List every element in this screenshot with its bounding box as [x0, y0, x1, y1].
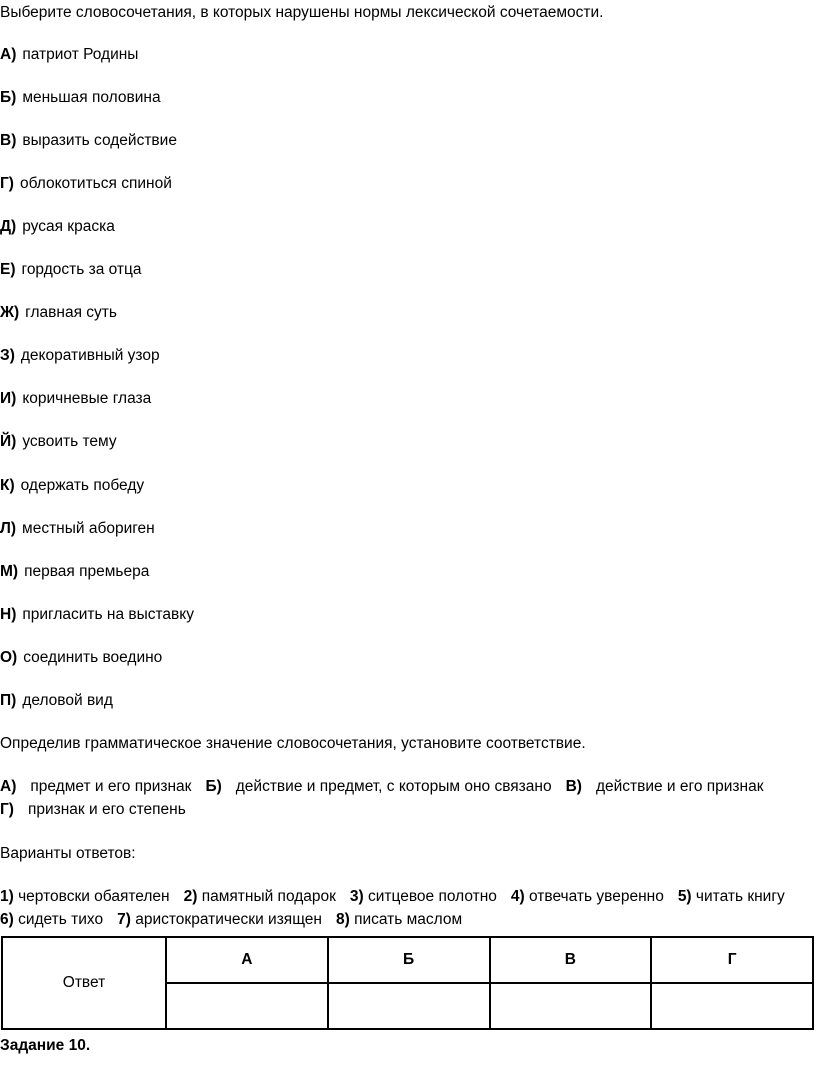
option-text: деловой вид — [22, 692, 113, 709]
variant-num: 4) — [510, 888, 525, 905]
variants-label: Варианты ответов: — [0, 845, 136, 862]
answer-cell-a[interactable] — [166, 983, 328, 1029]
option-text: патриот Родины — [22, 46, 139, 63]
answer-header-a: А — [166, 937, 328, 983]
option-letter: Д) — [0, 218, 17, 235]
option-l — [0, 519, 155, 539]
option-letter: М) — [0, 563, 19, 580]
variant-num: 5) — [677, 888, 692, 905]
task2-question: Определив грамматическое значение словосочетания, установите соответствие. — [0, 735, 586, 752]
variant-text: аристократически изящен — [135, 911, 322, 928]
meaning-letter: Г) — [0, 801, 14, 818]
variant-text: читать книгу — [695, 888, 785, 905]
option-letter: Й) — [0, 433, 17, 450]
option-text: одержать победу — [20, 477, 145, 494]
variants-line-1 — [0, 887, 785, 907]
variant-num: 6) — [0, 911, 14, 928]
variant-num: 7) — [117, 911, 131, 928]
answer-table — [1, 936, 814, 1030]
option-letter: З) — [0, 347, 15, 364]
option-letter: Г) — [0, 175, 14, 192]
meaning-text: действие и предмет, с которым оно связано — [235, 778, 552, 795]
variant-text: писать маслом — [354, 911, 463, 928]
option-text: выразить содействие — [22, 132, 177, 149]
option-letter: Н) — [0, 606, 17, 623]
task1-question: Выберите словосочетания, в которых нарушены нормы лексической сочетаемости. — [0, 4, 604, 21]
variant-text: ситцевое полотно — [368, 888, 497, 905]
meanings-line-2 — [0, 800, 186, 820]
variant-text: чертовски обаятелен — [18, 888, 170, 905]
meaning-letter: А) — [0, 778, 17, 795]
option-text: усвоить тему — [22, 433, 117, 450]
option-text: коричневые глаза — [22, 390, 152, 407]
answer-header-g: Г — [651, 937, 813, 983]
option-d — [0, 217, 115, 237]
variant-num: 1) — [0, 888, 14, 905]
next-task-heading: Задание 10. — [0, 1037, 91, 1054]
answer-row-label: Ответ — [2, 937, 166, 1029]
variant-text: памятный подарок — [201, 888, 336, 905]
option-g — [0, 174, 172, 194]
option-text: соединить воедино — [23, 649, 163, 666]
option-e — [0, 260, 142, 280]
option-p — [0, 691, 113, 711]
option-letter: И) — [0, 390, 17, 407]
option-letter: Ж) — [0, 304, 20, 321]
option-letter: Л) — [0, 520, 17, 537]
variant-num: 8) — [335, 911, 350, 928]
variants-line-2 — [0, 910, 462, 930]
variant-text: сидеть тихо — [18, 911, 104, 928]
answer-cell-b[interactable] — [328, 983, 490, 1029]
option-b — [0, 88, 161, 108]
option-v — [0, 131, 177, 151]
meaning-letter: Б) — [205, 778, 222, 795]
answer-header-b: Б — [328, 937, 490, 983]
meanings-line-1 — [0, 777, 764, 797]
meaning-text: предмет и его признак — [30, 778, 192, 795]
meaning-text: признак и его степень — [27, 801, 186, 818]
answer-cell-v[interactable] — [490, 983, 652, 1029]
option-letter: К) — [0, 477, 15, 494]
option-text: местный абориген — [22, 520, 155, 537]
option-text: русая краска — [22, 218, 115, 235]
option-i — [0, 389, 151, 409]
option-letter: О) — [0, 649, 18, 666]
option-o — [0, 648, 162, 668]
variant-text: отвечать уверенно — [529, 888, 664, 905]
option-z — [0, 346, 160, 366]
option-k — [0, 476, 144, 496]
option-m — [0, 562, 149, 582]
option-text: гордость за отца — [21, 261, 142, 278]
option-letter: В) — [0, 132, 17, 149]
answer-header-v: В — [490, 937, 652, 983]
option-y — [0, 432, 117, 452]
meaning-letter: В) — [565, 778, 582, 795]
variant-num: 3) — [349, 888, 364, 905]
option-text: главная суть — [25, 304, 117, 321]
option-text: первая премьера — [24, 563, 150, 580]
option-n — [0, 605, 194, 625]
option-letter: П) — [0, 692, 17, 709]
option-text: облокотиться спиной — [19, 175, 172, 192]
variant-num: 2) — [183, 888, 198, 905]
option-text: пригласить на выставку — [22, 606, 194, 623]
option-letter: Е) — [0, 261, 16, 278]
option-text: декоративный узор — [20, 347, 160, 364]
option-text: меньшая половина — [22, 89, 161, 106]
answer-cell-g[interactable] — [651, 983, 813, 1029]
option-letter: Б) — [0, 89, 17, 106]
option-a — [0, 45, 138, 65]
option-letter: А) — [0, 46, 17, 63]
meaning-text: действие и его признак — [595, 778, 764, 795]
option-zh — [0, 303, 117, 323]
